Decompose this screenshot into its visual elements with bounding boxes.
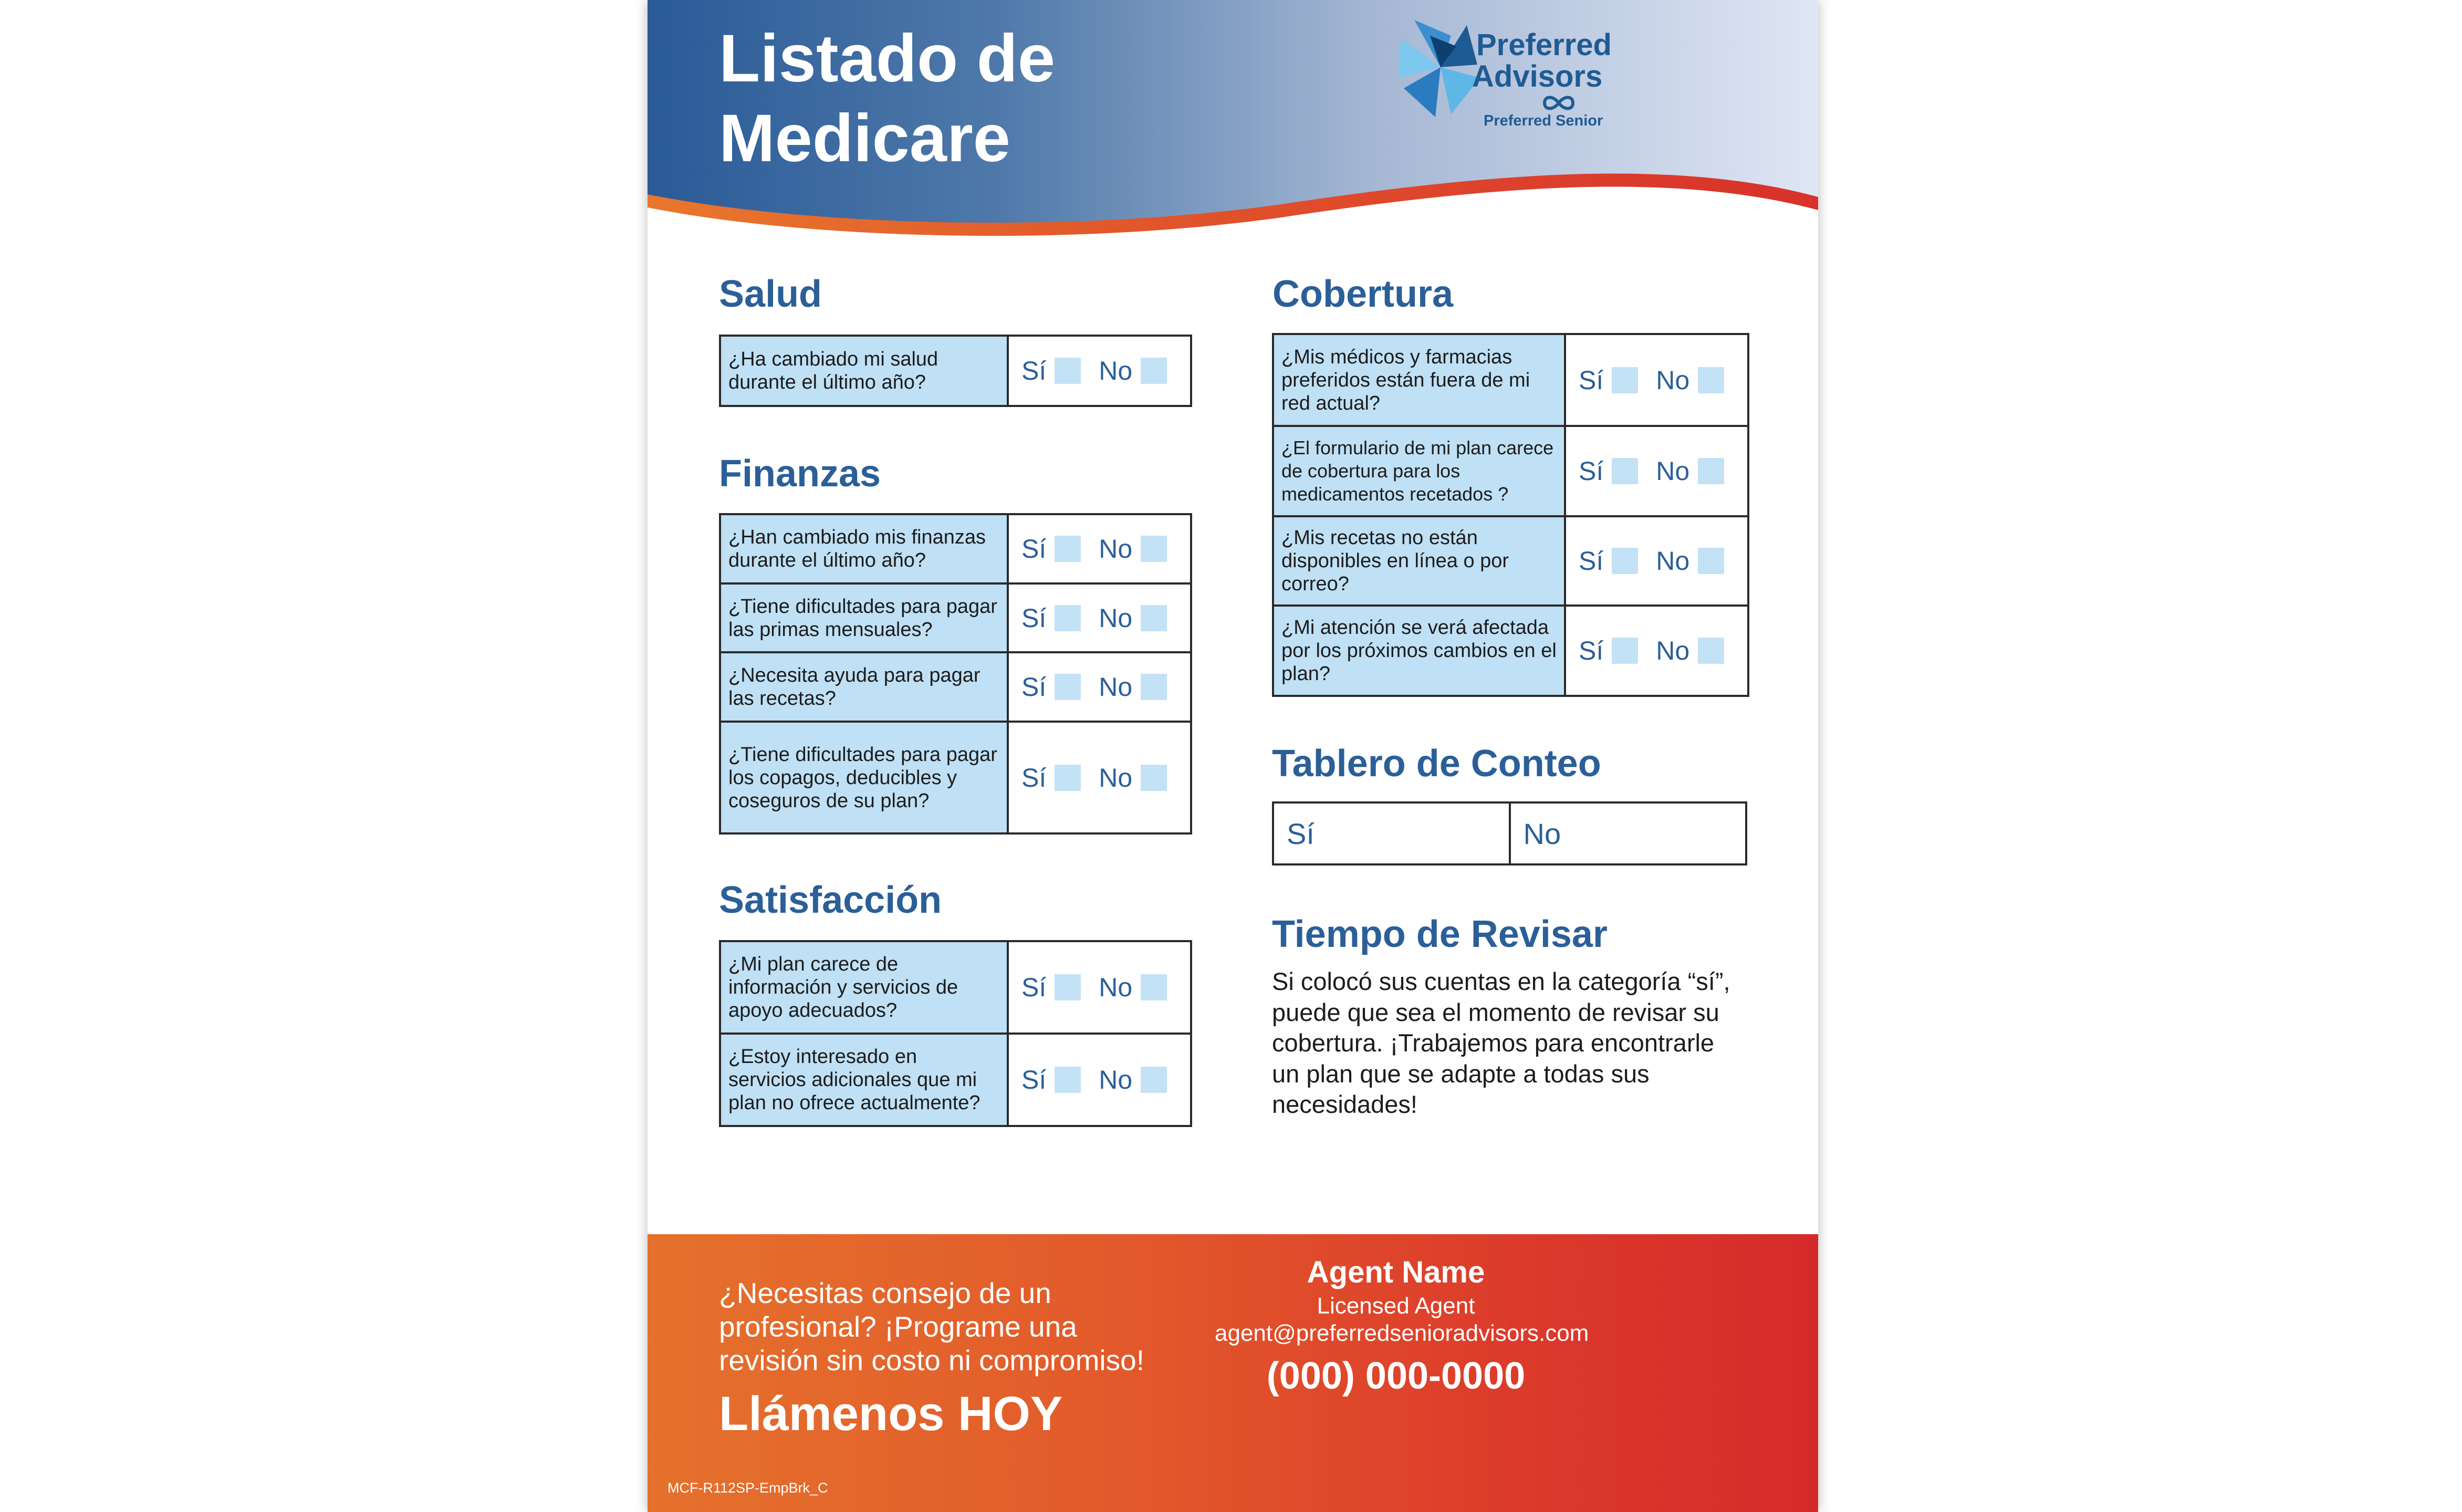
question-text: ¿Estoy interesado en servicios adicionales que mi plan no ofrece actualmente? <box>720 1034 1008 1126</box>
title-line-1: Listado de <box>719 21 1056 96</box>
yes-checkbox[interactable] <box>1612 458 1638 484</box>
yes-label: Sí <box>1579 546 1604 576</box>
question-text: ¿Han cambiado mis finanzas durante el último año? <box>720 514 1008 583</box>
header-banner <box>648 0 1818 231</box>
checklist-flyer <box>648 0 1818 1512</box>
no-label: No <box>1099 534 1133 564</box>
yes-label: Sí <box>1021 672 1047 702</box>
yes-label: Sí <box>1579 365 1604 395</box>
tally-yes-cell[interactable]: Sí <box>1273 802 1510 864</box>
question-text: ¿Ha cambiado mi salud durante el último año? <box>720 336 1008 406</box>
yes-checkbox[interactable] <box>1055 605 1081 631</box>
no-label: No <box>1656 546 1690 576</box>
page-title <box>719 19 1055 179</box>
no-checkbox[interactable] <box>1698 458 1724 484</box>
no-label: No <box>1656 636 1690 665</box>
no-label: No <box>1656 456 1690 486</box>
yes-checkbox[interactable] <box>1612 638 1638 664</box>
yes-label: Sí <box>1021 973 1047 1002</box>
answer-cell <box>1008 722 1191 833</box>
question-text: ¿Tiene dificultades para pagar los copagos, deducibles y coseguros de su plan? <box>720 722 1008 833</box>
section-title-tablero: Tablero de Conteo <box>1272 743 1601 785</box>
no-checkbox[interactable] <box>1141 358 1167 384</box>
question-text: ¿Mis recetas no están disponibles en línea o por correo? <box>1273 516 1565 606</box>
logo-subbrand: Preferred Senior <box>1484 112 1603 129</box>
satisfaccion-table <box>719 940 1192 1127</box>
no-checkbox[interactable] <box>1698 548 1724 574</box>
no-checkbox[interactable] <box>1141 1067 1167 1093</box>
table-row <box>1273 426 1748 516</box>
no-checkbox[interactable] <box>1698 638 1724 664</box>
table-row <box>1273 802 1746 864</box>
infinity-icon <box>1540 93 1577 112</box>
answer-cell <box>1008 1034 1191 1126</box>
answer-cell <box>1565 426 1748 516</box>
section-title-finanzas: Finanzas <box>719 453 881 495</box>
yes-label: Sí <box>1579 636 1604 665</box>
no-label: No <box>1099 1065 1133 1094</box>
question-text: ¿Necesita ayuda para pagar las recetas? <box>720 652 1008 722</box>
yes-checkbox[interactable] <box>1055 1067 1081 1093</box>
table-row <box>720 941 1191 1034</box>
call-today-heading: Llámenos HOY <box>719 1387 1063 1441</box>
question-text: ¿Tiene dificultades para pagar las primas mensuales? <box>720 583 1008 652</box>
yes-label: Sí <box>1021 603 1047 633</box>
logo-wordmark-line-2: Advisors <box>1472 59 1603 93</box>
yes-label: Sí <box>1021 356 1047 385</box>
yes-checkbox[interactable] <box>1055 536 1081 562</box>
no-checkbox[interactable] <box>1141 536 1167 562</box>
question-text: ¿Mis médicos y farmacias preferidos están fuera de mi red actual? <box>1273 334 1565 426</box>
agent-contact-block <box>1215 1253 1589 1405</box>
footer-banner <box>648 1234 1818 1512</box>
tally-no-cell[interactable]: No <box>1510 802 1747 864</box>
yes-label: Sí <box>1021 763 1047 793</box>
yes-label: Sí <box>1579 456 1604 486</box>
question-text: ¿Mi plan carece de información y servicios de apoyo adecuados? <box>720 941 1008 1034</box>
answer-cell <box>1565 334 1748 426</box>
answer-cell <box>1008 514 1191 583</box>
title-line-2: Medicare <box>719 101 1010 176</box>
logo-wordmark-line-1: Preferred <box>1476 28 1612 62</box>
yes-checkbox[interactable] <box>1055 674 1081 700</box>
call-to-action-text: ¿Necesitas consejo de un profesional? ¡Programe una revisión sin costo ni compromiso! <box>719 1277 1145 1377</box>
table-row <box>1273 516 1748 606</box>
answer-cell <box>1565 606 1748 696</box>
no-label: No <box>1099 973 1133 1002</box>
table-row <box>1273 606 1748 696</box>
question-text: ¿Mi atención se verá afectada por los próximos cambios en el plan? <box>1273 606 1565 696</box>
no-checkbox[interactable] <box>1141 605 1167 631</box>
agent-name: Agent Name <box>1307 1255 1485 1289</box>
agent-email-link[interactable]: agent@preferredsenioradvisors.com <box>1215 1320 1589 1346</box>
table-row <box>1273 334 1748 426</box>
no-label: No <box>1656 365 1690 395</box>
yes-checkbox[interactable] <box>1055 765 1081 791</box>
cobertura-table <box>1272 333 1749 697</box>
answer-cell <box>1565 516 1748 606</box>
no-checkbox[interactable] <box>1141 974 1167 1000</box>
yes-label: Sí <box>1021 1065 1047 1094</box>
yes-checkbox[interactable] <box>1612 548 1638 574</box>
table-row <box>720 514 1191 583</box>
agent-role: Licensed Agent <box>1317 1293 1475 1319</box>
finanzas-table <box>719 513 1192 835</box>
section-title-salud: Salud <box>719 273 822 315</box>
answer-cell <box>1008 941 1191 1034</box>
answer-cell <box>1008 336 1191 406</box>
table-row <box>720 722 1191 833</box>
no-label: No <box>1099 672 1133 702</box>
section-title-revisar: Tiempo de Revisar <box>1272 913 1608 955</box>
no-label: No <box>1099 603 1133 633</box>
no-checkbox[interactable] <box>1698 367 1724 393</box>
answer-cell <box>1008 652 1191 722</box>
section-title-cobertura: Cobertura <box>1272 273 1454 315</box>
question-text: ¿El formulario de mi plan carece de cobertura para los medicamentos recetados ? <box>1273 426 1565 516</box>
company-logo <box>1393 15 1640 141</box>
no-label: No <box>1099 356 1133 385</box>
answer-cell <box>1008 583 1191 652</box>
salud-table <box>719 335 1192 407</box>
document-code: MCF-R112SP-EmpBrk_C <box>667 1480 828 1496</box>
yes-label: Sí <box>1021 534 1047 564</box>
yes-checkbox[interactable] <box>1055 974 1081 1000</box>
review-paragraph: Si colocó sus cuentas en la categoría “sí”, puede que sea el momento de revisar su cobertura. ¡Trabajemos para encontrarle un plan que se adapte a todas sus necesidades! <box>1272 967 1730 1118</box>
no-label: No <box>1099 763 1133 793</box>
tally-table <box>1272 801 1747 866</box>
no-checkbox[interactable] <box>1141 765 1167 791</box>
table-row <box>720 652 1191 722</box>
table-row <box>720 336 1191 406</box>
table-row <box>720 1034 1191 1126</box>
yes-checkbox[interactable] <box>1612 367 1638 393</box>
yes-checkbox[interactable] <box>1055 358 1081 384</box>
no-checkbox[interactable] <box>1141 674 1167 700</box>
table-row <box>720 583 1191 652</box>
section-title-satisfaccion: Satisfacción <box>719 879 942 921</box>
agent-phone-link[interactable]: (000) 000-0000 <box>1266 1355 1526 1397</box>
